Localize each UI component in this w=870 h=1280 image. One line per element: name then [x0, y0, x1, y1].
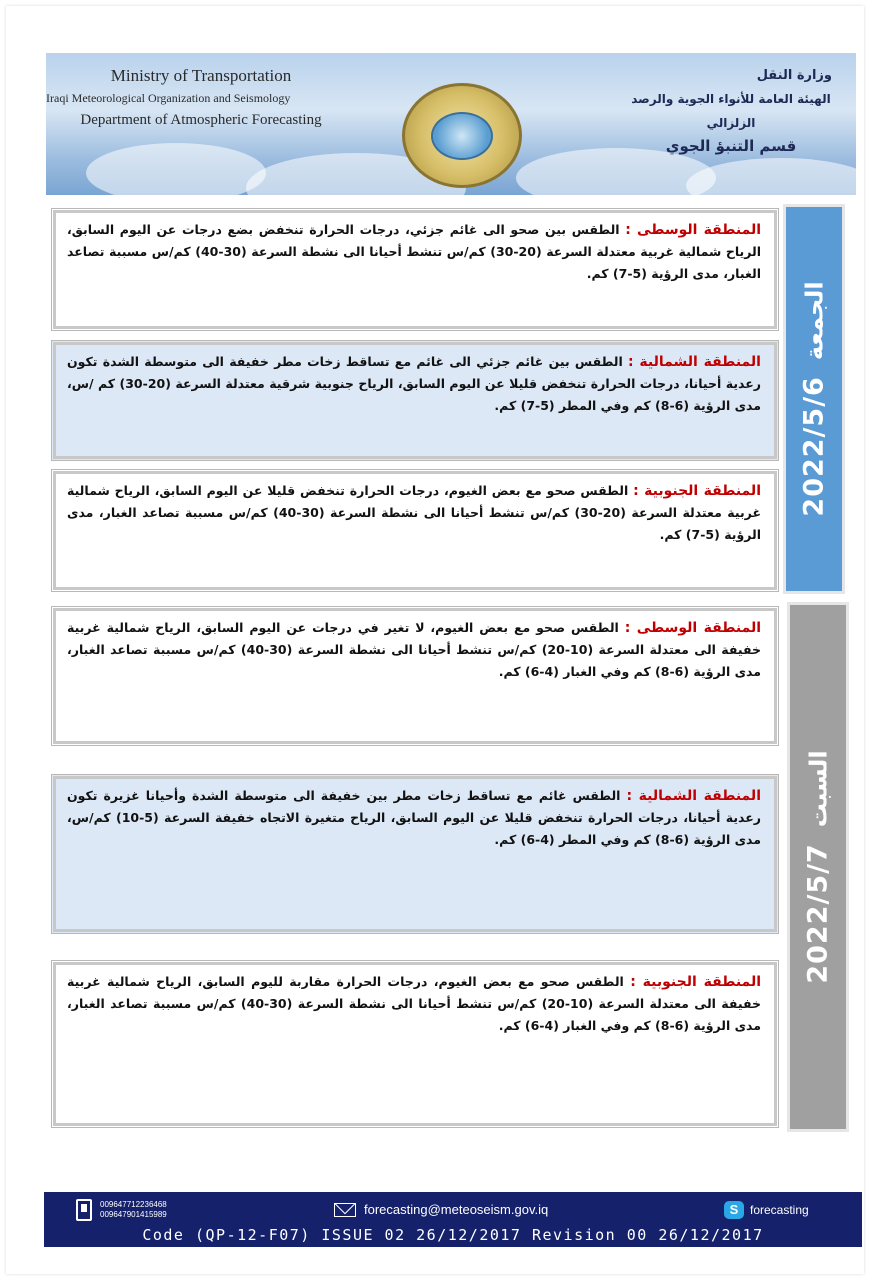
phone-icon — [76, 1199, 92, 1221]
day-name: الجمعة — [800, 281, 828, 361]
forecast-box-north-day1 — [51, 340, 779, 461]
region-forecast-text: الطقس بين غائم جزئي الى غائم مع تساقط زخات مطر خفيفة الى متوسطة الشدة تكون رعدية أحيانا، درجات الحرارة تنخفض قليلا عن اليوم السابق، الرياح جنوبية شرقية معتدلة السرعة (20-30) كم /س، مدى الرؤية (6-8) كم وفي المطر (5-7) كم. — [67, 354, 761, 413]
region-forecast-text: الطقس صحو مع بعض الغيوم، لا تغير في درجات عن اليوم السابق، الرياح شمالية غربية خفيفة الى معتدلة السرعة (10-20) كم/س تنشط أحيانا الى نشطة السرعة (30-40) كم/س مسببة تصاعد الغبار، مدى الرؤية (6-8) كم وفي الغبار (4-6) كم. — [67, 620, 761, 679]
region-name: المنطقة الجنوبية : — [630, 974, 761, 990]
day-name: السبت — [804, 750, 832, 828]
region-name: المنطقة الوسطى : — [625, 222, 762, 238]
region-forecast-text: الطقس صحو مع بعض الغيوم، درجات الحرارة تنخفض قليلا عن اليوم السابق، الرياح شمالية غربية معتدلة السرعة (20-30) كم/س تنشط أحيانا الى نشطة السرعة (30-40) كم/س مسببة تصاعد الغبار، مدى الرؤية (5-7) كم. — [67, 483, 761, 542]
organization-logo — [402, 83, 522, 188]
organization-name-en: Iraqi Meteorological Organization and Seismology — [46, 91, 291, 105]
region-forecast-text: الطقس بين صحو الى غائم جزئي، درجات الحرارة تنخفض بضع درجات عن اليوم السابق، الرياح شمالية غربية معتدلة السرعة (20-30) كم/س تنشط أحيانا الى نشطة السرعة (30-40) كم/س مسببة تصاعد الغبار، مدى الرؤية (5-7) كم. — [67, 222, 761, 281]
organization-name-ar: الهيئة العامة للأنواء الجوية والرصد الزلزالي — [631, 92, 831, 130]
email-address[interactable]: forecasting@meteoseism.gov.iq — [364, 1202, 549, 1217]
header-english-text — [46, 65, 356, 131]
department-name-ar: قسم التنبؤ الجوي — [665, 137, 797, 155]
header-arabic-text — [606, 65, 856, 157]
ministry-name-ar: وزارة النقل — [756, 68, 832, 83]
forecast-box-central-day1 — [51, 208, 779, 331]
region-name: المنطقة الجنوبية : — [633, 483, 761, 499]
department-name-en: Department of Atmospheric Forecasting — [80, 112, 322, 128]
email-contact[interactable] — [334, 1202, 548, 1217]
skype-contact[interactable] — [724, 1201, 809, 1219]
skype-handle: forecasting — [750, 1203, 809, 1217]
skype-icon: S — [724, 1201, 744, 1219]
logo-emblem-icon — [431, 112, 493, 160]
forecast-box-central-day2 — [51, 606, 779, 746]
region-name: المنطقة الشمالية : — [628, 354, 761, 370]
phone-contact — [76, 1199, 167, 1221]
phone-number-2: 009647901415989 — [100, 1210, 167, 1219]
mail-icon — [334, 1203, 356, 1217]
footer-bar — [44, 1192, 862, 1247]
header-banner — [46, 53, 856, 195]
day-date: 2022/5/6 — [798, 376, 830, 517]
forecast-sheet — [6, 6, 864, 1274]
phone-number-1: 009647712236468 — [100, 1200, 167, 1209]
document-code-line: Code (QP-12-F07) ISSUE 02 26/12/2017 Revision 00 26/12/2017 — [142, 1226, 764, 1244]
region-name: المنطقة الشمالية : — [626, 788, 761, 804]
forecast-box-north-day2 — [51, 774, 779, 934]
forecast-box-south-day2 — [51, 960, 779, 1128]
forecast-box-south-day1 — [51, 469, 779, 592]
day-label-friday — [783, 204, 845, 594]
day-label-saturday — [787, 602, 849, 1132]
day-date: 2022/5/7 — [802, 843, 834, 984]
ministry-name-en: Ministry of Transportation — [110, 66, 292, 85]
region-name: المنطقة الوسطى : — [624, 620, 762, 636]
region-forecast-text: الطقس صحو مع بعض الغيوم، درجات الحرارة مقاربة لليوم السابق، الرياح شمالية غربية خفيفة الى معتدلة السرعة (10-20) كم/س تنشط أحيانا الى نشطة السرعة (30-40) كم/س مسببة تصاعد الغبار، مدى الرؤية (6-8) كم وفي الغبار (4-6) كم. — [67, 974, 761, 1033]
region-forecast-text: الطقس غائم مع تساقط زخات مطر بين خفيفة الى متوسطة الشدة وأحيانا غزيرة تكون رعدية أحيانا، درجات الحرارة تنخفض قليلا عن اليوم السابق، الرياح متغيرة الاتجاه خفيفة السرعة (5-10) كم/س، مدى الرؤية (6-8) كم وفي المطر (4-6) كم. — [67, 788, 761, 847]
